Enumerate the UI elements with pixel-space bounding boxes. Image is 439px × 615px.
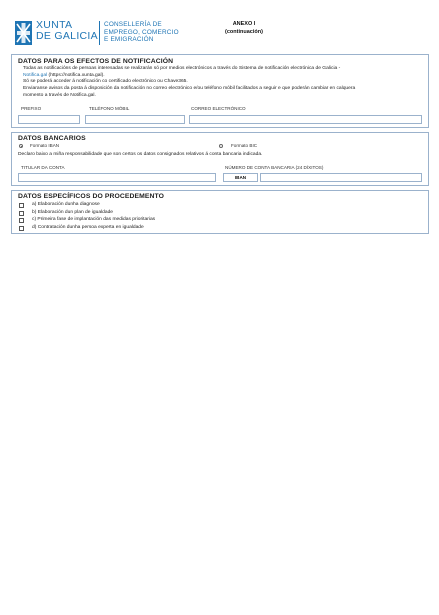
department-line1: CONSELLERÍA DE	[104, 21, 162, 28]
bic-format-label: Formato BIC	[231, 143, 258, 148]
email-input[interactable]	[189, 115, 422, 124]
annex-heading	[205, 21, 283, 36]
mobile-phone-label: TELÉFONO MÓBIL	[89, 106, 130, 111]
org-name-line1: XUNTA	[36, 19, 73, 31]
bic-format-radio[interactable]	[219, 144, 223, 148]
annex-subtitle: (continuación)	[225, 28, 263, 35]
procedure-section	[11, 190, 429, 234]
prefix-input[interactable]	[18, 115, 80, 124]
notification-section	[11, 54, 429, 128]
priority-measures-checkbox[interactable]	[19, 218, 24, 223]
bank-declaration-text: Declaro baixo a miña responsabilidade que son certos os datos consignados relativos á conta bancaria indicada.	[18, 152, 263, 157]
procedure-option-b: b) Elaboración dun plan de igualdade	[32, 209, 114, 215]
iban-prefix-box: IBAN	[223, 173, 258, 182]
department-name	[104, 21, 179, 44]
procedure-option-c: c) Primeira fase de implantación das medidas prioritarias	[32, 217, 156, 222]
prefix-label: PREFIXO	[21, 106, 42, 111]
notification-section-title: DATOS PARA OS EFECTOS DE NOTIFICACIÓN	[18, 58, 174, 65]
account-holder-input[interactable]	[18, 173, 216, 182]
account-holder-label: TITULAR DA CONTA	[21, 165, 65, 170]
notification-text-line4: Enviaranse avisos da posta á disposición da notificación no correo electrónico e/ou teléfono móbil facilitados a seguir e que poderán cambiar en calquera	[23, 86, 356, 91]
notification-text-line1: Todas as notificacións de persoas interesadas se realizarán só por medios electrónicos a través do Sistema de notificación electrónica de Galicia -	[23, 66, 341, 71]
notifica-url-text: (https://notifica.xunta.gal).	[47, 72, 105, 78]
equality-plan-checkbox[interactable]	[19, 211, 24, 216]
org-name-line2: DE GALICIA	[36, 30, 98, 42]
iban-format-label: Formato IBAN	[30, 143, 60, 148]
annex-title: ANEXO I	[232, 21, 256, 27]
iban-format-radio[interactable]	[19, 144, 23, 148]
org-name	[36, 20, 98, 42]
department-line3: E EMIGRACIÓN	[104, 36, 154, 43]
xunta-emblem-icon	[15, 21, 32, 45]
account-number-input[interactable]	[260, 173, 422, 182]
procedure-option-a: a) Elaboración dunha diagnose	[32, 202, 100, 207]
notification-text-line5: momento a través de Notifica.gal.	[23, 92, 96, 98]
diagnosis-checkbox[interactable]	[19, 203, 24, 208]
bank-section	[11, 132, 429, 186]
procedure-section-title: DATOS ESPECÍFICOS DO PROCEDEMENTO	[18, 193, 165, 200]
xunta-logo	[15, 19, 185, 49]
email-label: CORREO ELECTRÓNICO	[191, 106, 246, 111]
bank-section-title: DATOS BANCARIOS	[18, 135, 86, 142]
notifica-gal-link[interactable]: Notifica.gal	[23, 72, 48, 78]
account-number-label: NÚMERO DE CONTA BANCARIA (24 DÍXITOS)	[225, 165, 324, 170]
equality-expert-checkbox[interactable]	[19, 226, 24, 231]
department-line2: EMPREGO, COMERCIO	[104, 28, 179, 36]
procedure-option-d: d) Contratación dunha persoa experta en igualdade	[32, 224, 144, 230]
mobile-phone-input[interactable]	[85, 115, 185, 124]
notification-text-line3: Só se poderá acceder á notificación co certificado electrónico ou Chave365.	[23, 79, 188, 84]
logo-divider	[99, 21, 100, 45]
